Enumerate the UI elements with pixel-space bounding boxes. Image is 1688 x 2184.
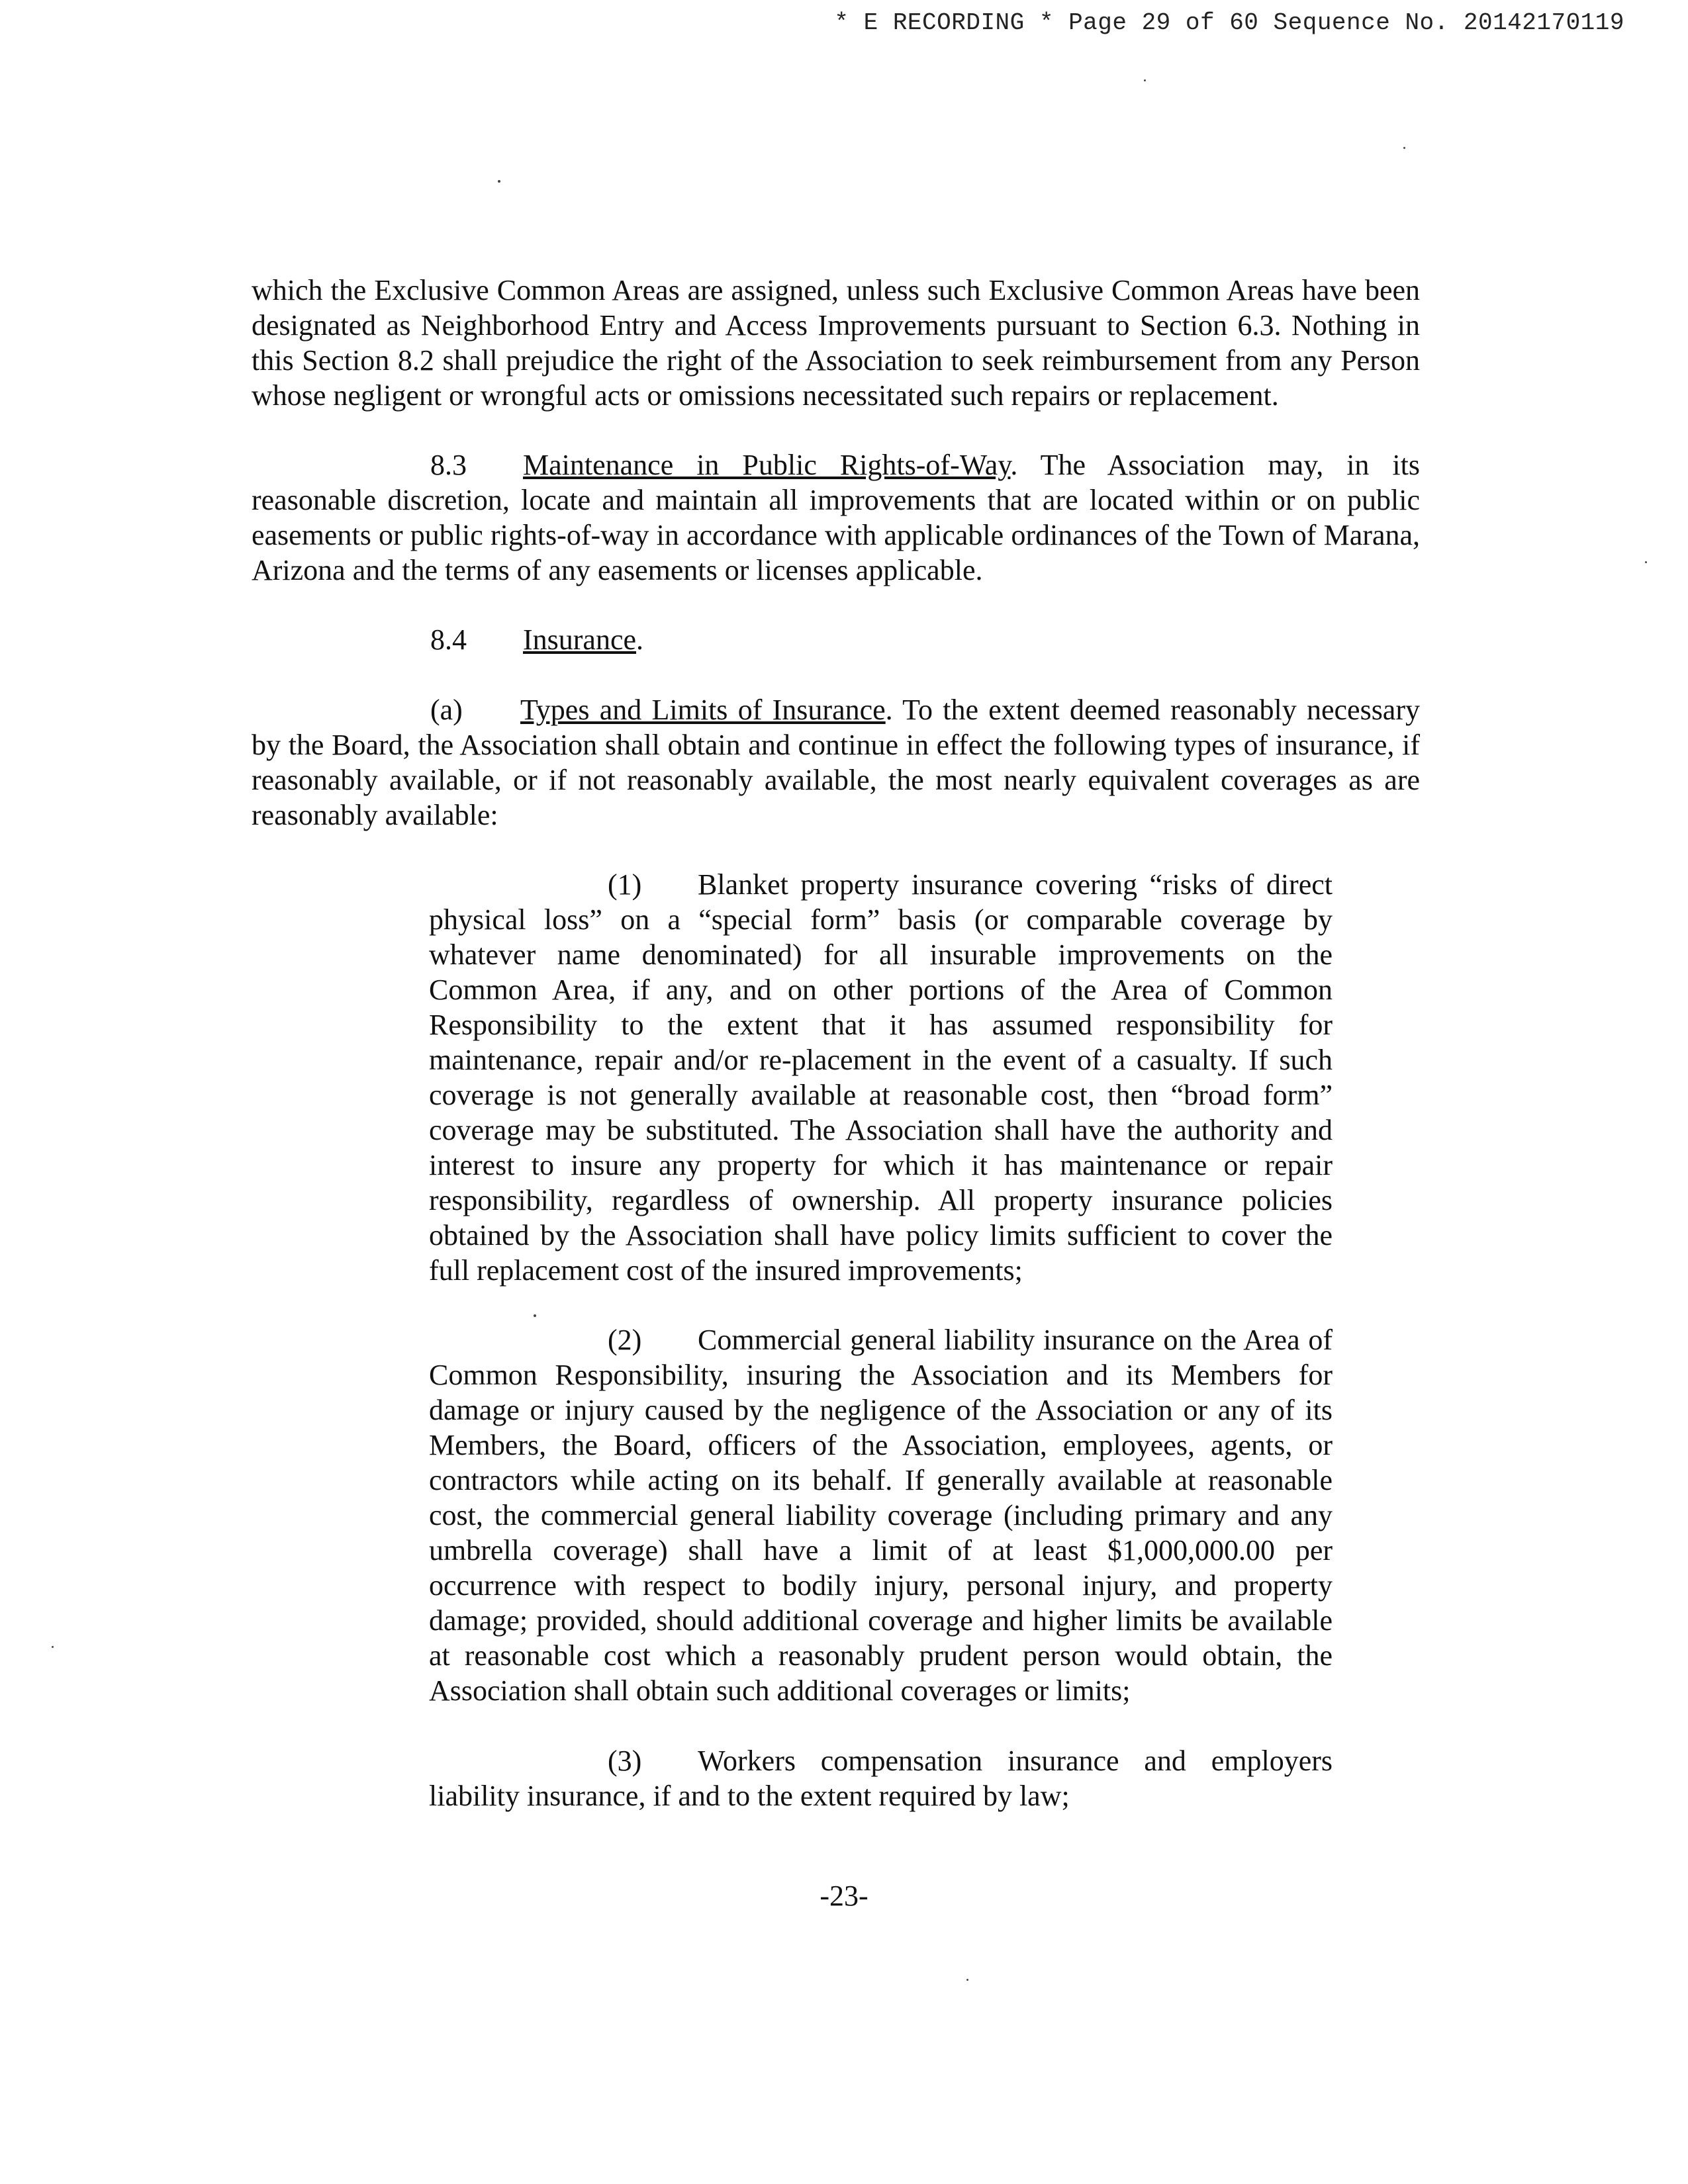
list-item-number: (3) — [608, 1745, 642, 1777]
scan-speck — [534, 1314, 536, 1317]
list-item-number: (1) — [608, 868, 642, 901]
continuation-paragraph: which the Exclusive Common Areas are assigned, unless such Exclusive Common Areas have been designated as Neighborhood Entry and Access Improvements pursuant to Section 6.3. Nothing in this Section 8.2 shall prejudice the right of the Association to seek reimbursement from any Person whose negligent or wrongful acts or omissions necessitated such repairs or replacement. — [252, 274, 1420, 412]
subsection-number: (a) — [430, 694, 463, 726]
list-item-2 — [429, 1322, 1333, 1708]
recording-header: * E RECORDING * Page 29 of 60 Sequence No. 20142170119 — [834, 9, 1624, 36]
subsection-body: . To the extent deemed reasonably necessary by the Board, the Association shall obtain and continue in effect the following types of insurance, if reasonably available, or if not reasonably available, the most nearly equivalent coverages as are reasonably available: — [252, 694, 1420, 831]
page-number: -23- — [820, 1880, 868, 1912]
list-item-3 — [429, 1743, 1333, 1813]
scan-speck — [1403, 147, 1405, 149]
section-number: 8.3 — [430, 449, 467, 481]
section-8-3-paragraph — [252, 447, 1420, 588]
section-title: Insurance — [523, 623, 637, 656]
section-body: . The Association may, in its reasonable discretion, locate and maintain all improvements that are located within or on public easements or public rights-of-way in accordance with applicable ordinances of the Town of Marana, Arizona and the terms of any easements or licenses applicable. — [252, 449, 1420, 586]
section-title: Maintenance in Public Rights-of-Way — [523, 449, 1011, 481]
scan-speck — [966, 1979, 968, 1981]
list-item-body: Commercial general liability insurance on the Area of Common Responsibility, insuring the Association and its Members for damage or injury caused by the negligence of the Association or any of its Members, the Board, officers of the Association, employees, agents, or contractors while acting on its behalf. If generally available at reasonable cost, the commercial general liability coverage (including primary and any umbrella coverage) shall have a limit of at least $1,000,000.00 per occurrence with respect to bodily injury, personal injury, and property damage; provided, should additional coverage and higher limits be available at reasonable cost which a reasonably prudent person would obtain, the Association shall obtain such additional coverages or limits; — [429, 1324, 1333, 1707]
scan-speck — [498, 180, 500, 183]
section-number: 8.4 — [430, 623, 467, 656]
scan-speck — [1144, 79, 1146, 81]
list-item-1 — [429, 867, 1333, 1288]
list-item-body: Workers compensation insurance and employers liability insurance, if and to the extent required by law; — [429, 1745, 1333, 1812]
subsection-a-paragraph — [252, 692, 1420, 833]
scan-speck — [1645, 561, 1647, 563]
list-item-number: (2) — [608, 1324, 642, 1356]
section-title-suffix: . — [636, 623, 644, 656]
section-8-4-heading — [430, 622, 643, 657]
list-item-body: Blanket property insurance covering “risks of direct physical loss” on a “special form” basis (or comparable coverage by whatever name denominated) for all insurable improvements on the Common Area, if any, and on other portions of the Area of Common Responsibility to the extent that it has assumed responsibility for maintenance, repair and/or re-placement in the event of a casualty. If such coverage is not generally available at reasonable cost, then “broad form” coverage may be substituted. The Association shall have the authority and interest to insure any property for which it has maintenance or repair responsibility, regardless of ownership. All property insurance policies obtained by the Association shall have policy limits sufficient to cover the full replacement cost of the insured improvements; — [429, 868, 1333, 1287]
subsection-title: Types and Limits of Insurance — [520, 694, 886, 726]
scan-speck — [52, 1646, 54, 1648]
